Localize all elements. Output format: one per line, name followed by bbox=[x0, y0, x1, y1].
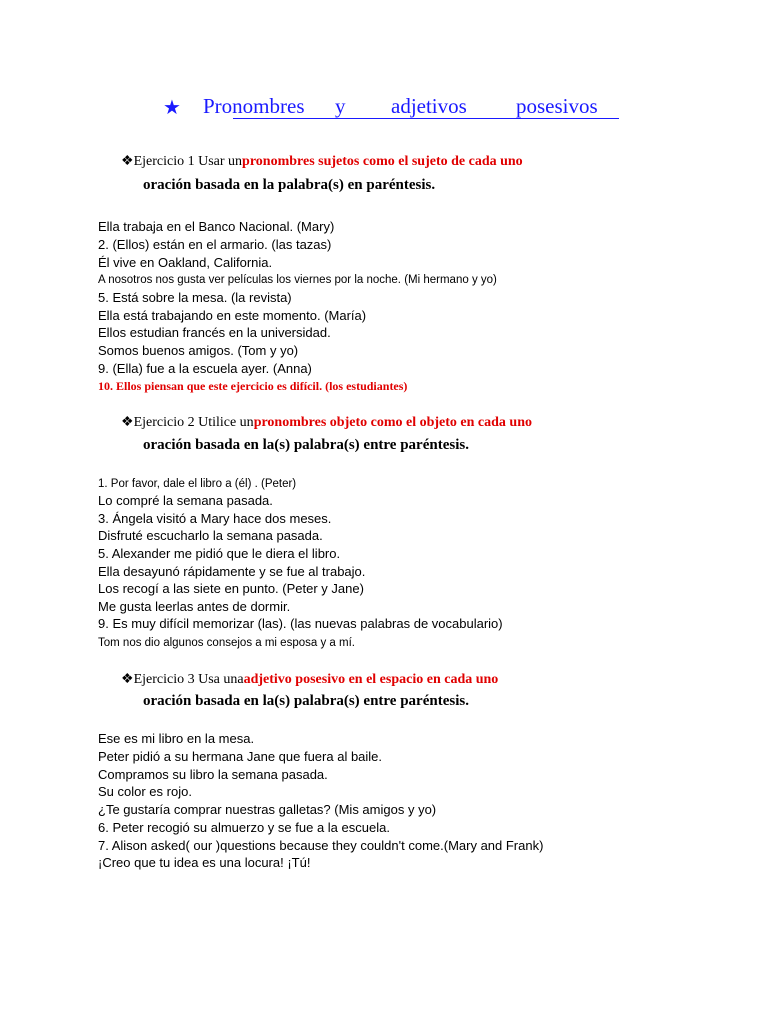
ex3-line-3: Compramos su libro la semana pasada. bbox=[98, 767, 328, 782]
ex2-line-4: Disfruté escucharlo la semana pasada. bbox=[98, 528, 323, 543]
ex2-line-9: 9. Es muy difícil memorizar (las). (las nuevas palabras de vocabulario) bbox=[98, 616, 503, 631]
exercise-1-heading bbox=[121, 153, 523, 170]
exercise-3-heading bbox=[121, 671, 498, 688]
ex3-line-7: 7. Alison asked( our )questions because they couldn't come.(Mary and Frank) bbox=[98, 838, 544, 853]
ex2-line-2: Lo compré la semana pasada. bbox=[98, 493, 273, 508]
exercise-2-head-plain: Ejercicio 2 Utilice un bbox=[133, 415, 254, 430]
title-word-3: adjetivos bbox=[391, 94, 467, 118]
ex2-line-6: Ella desayunó rápidamente y se fue al trabajo. bbox=[98, 564, 366, 579]
title-underline bbox=[233, 118, 619, 119]
exercise-3-subheading: oración basada en la(s) palabra(s) entre paréntesis. bbox=[143, 693, 469, 709]
ex3-line-1: Ese es mi libro en la mesa. bbox=[98, 731, 255, 746]
ex1-line-4: A nosotros nos gusta ver películas los viernes por la noche. (Mi hermano y yo) bbox=[98, 274, 497, 286]
ex2-line-3: 3. Ángela visitó a Mary hace dos meses. bbox=[98, 511, 332, 526]
title-word-4: posesivos bbox=[516, 94, 598, 118]
document-title bbox=[163, 94, 623, 124]
exercise-3-head-plain: Ejercicio 3 Usa una bbox=[133, 672, 244, 687]
ex1-line-7: Ellos estudian francés en la universidad. bbox=[98, 325, 331, 340]
ex2-line-10: Tom nos dio algunos consejos a mi esposa y a mí. bbox=[98, 637, 355, 649]
ex1-line-2: 2. (Ellos) están en el armario. (las tazas) bbox=[98, 237, 332, 252]
title-word-2: y bbox=[335, 94, 346, 118]
ex1-line-5: 5. Está sobre la mesa. (la revista) bbox=[98, 290, 292, 305]
exercise-1-head-red: pronombres sujetos como el sujeto de cada uno bbox=[242, 154, 523, 169]
diamond-bullet-icon: ❖ bbox=[121, 672, 134, 687]
exercise-2-heading bbox=[121, 414, 532, 431]
ex1-line-10: 10. Ellos piensan que este ejercicio es difícil. (los estudiantes) bbox=[98, 379, 408, 393]
ex2-line-5: 5. Alexander me pidió que le diera el libro. bbox=[98, 546, 341, 561]
ex3-line-2: Peter pidió a su hermana Jane que fuera al baile. bbox=[98, 749, 383, 764]
ex1-line-9: 9. (Ella) fue a la escuela ayer. (Anna) bbox=[98, 361, 312, 376]
ex1-line-1: Ella trabaja en el Banco Nacional. (Mary) bbox=[98, 219, 335, 234]
ex3-line-5: ¿Te gustaría comprar nuestras galletas? (Mis amigos y yo) bbox=[98, 802, 437, 817]
ex2-line-7: Los recogí a las siete en punto. (Peter y Jane) bbox=[98, 581, 364, 596]
ex1-line-3: Él vive en Oakland, California. bbox=[98, 255, 273, 270]
ex2-line-1: 1. Por favor, dale el libro a (él) . (Peter) bbox=[98, 478, 297, 490]
ex2-line-8: Me gusta leerlas antes de dormir. bbox=[98, 599, 291, 614]
exercise-1-head-plain: Ejercicio 1 Usar un bbox=[133, 154, 243, 169]
ex1-line-6: Ella está trabajando en este momento. (María) bbox=[98, 308, 367, 323]
diamond-bullet-icon: ❖ bbox=[121, 415, 134, 430]
ex3-line-8: ¡Creo que tu idea es una locura! ¡Tú! bbox=[98, 855, 311, 870]
exercise-2-subheading: oración basada en la(s) palabra(s) entre paréntesis. bbox=[143, 437, 469, 453]
exercise-1-subheading: oración basada en la palabra(s) en paréntesis. bbox=[143, 177, 436, 193]
ex3-line-6: 6. Peter recogió su almuerzo y se fue a la escuela. bbox=[98, 820, 390, 835]
exercise-3-head-red: adjetivo posesivo en el espacio en cada uno bbox=[243, 672, 499, 687]
title-word-1: Pronombres bbox=[203, 94, 305, 118]
exercise-2-head-red: pronombres objeto como el objeto en cada uno bbox=[253, 415, 532, 430]
star-icon: ★ bbox=[163, 97, 181, 119]
ex3-line-4: Su color es rojo. bbox=[98, 784, 192, 799]
diamond-bullet-icon: ❖ bbox=[121, 154, 134, 169]
ex1-line-8: Somos buenos amigos. (Tom y yo) bbox=[98, 343, 299, 358]
